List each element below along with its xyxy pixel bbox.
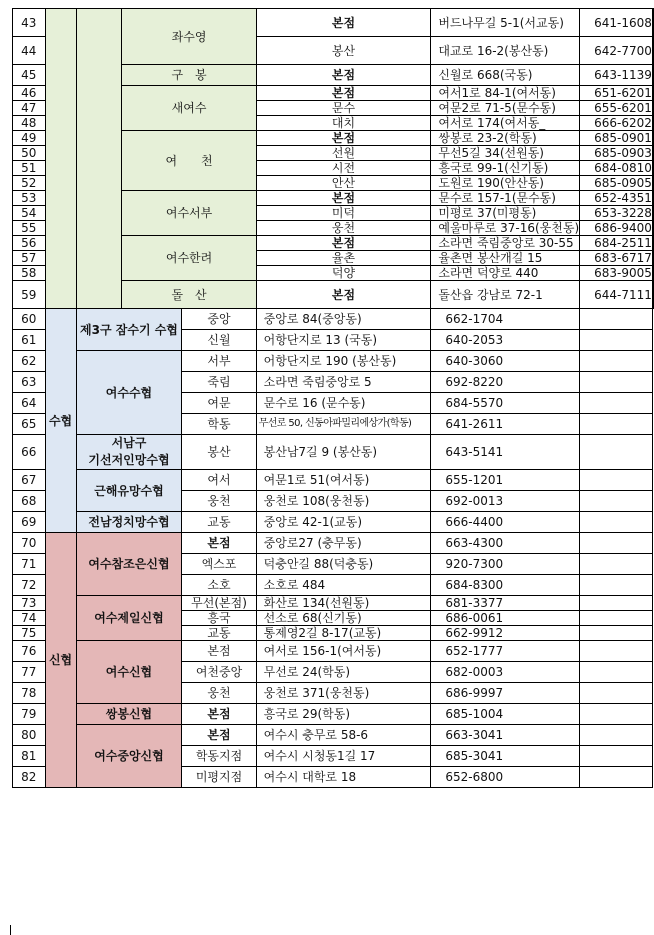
table-row: [13, 512, 654, 533]
row-number: 62: [13, 351, 46, 372]
empty-cell: [580, 554, 653, 575]
branch-name: 본점: [182, 725, 256, 746]
phone-number: 685-3041: [431, 746, 580, 767]
empty-cell: [580, 470, 653, 491]
address: 통제영2길 8-17(교동): [256, 626, 431, 641]
branch-name: 웅천: [182, 683, 256, 704]
row-number: 48: [13, 116, 46, 131]
phone-number: 641-2611: [431, 414, 580, 435]
empty-cell: [580, 533, 653, 554]
org-name: 전남정치망수협: [76, 512, 182, 533]
org-name: 여수한려: [122, 236, 256, 281]
address: 돌산읍 강남로 72-1: [431, 281, 580, 309]
phone-number: 686-0061: [431, 611, 580, 626]
org-name: 구 봉: [122, 65, 256, 86]
branch-name: 여천중앙: [182, 662, 256, 683]
phone-number: 655-1201: [431, 470, 580, 491]
address: 선소로 68(신기동): [256, 611, 431, 626]
row-number: 82: [13, 767, 46, 788]
branch-table: [12, 8, 654, 788]
phone-number: 685-0901: [580, 131, 653, 146]
phone-number: 640-3060: [431, 351, 580, 372]
phone-number: 684-8300: [431, 575, 580, 596]
address: 소라면 덕양로 440: [431, 266, 580, 281]
row-number: 45: [13, 65, 46, 86]
table-row: [13, 533, 654, 554]
row-number: 68: [13, 491, 46, 512]
address: 흥국로 99-1(신기동): [431, 161, 580, 176]
phone-number: 663-3041: [431, 725, 580, 746]
address: 무선로 24(학동): [256, 662, 431, 683]
address: 덕충안길 88(덕충동): [256, 554, 431, 575]
phone-number: 655-6201: [580, 101, 653, 116]
phone-number: 652-6800: [431, 767, 580, 788]
address: 여수시 충무로 58-6: [256, 725, 431, 746]
empty-cell: [580, 611, 653, 626]
empty-cell: [580, 393, 653, 414]
empty-cell: [580, 330, 653, 351]
empty-cell: [653, 161, 654, 176]
address: 소라면 죽림중앙로 30-55: [431, 236, 580, 251]
branch-name: 미덕: [256, 206, 431, 221]
row-number: 75: [13, 626, 46, 641]
row-number: 81: [13, 746, 46, 767]
org-name-line: 서남구: [111, 436, 147, 450]
address: 중앙로27 (충무동): [256, 533, 431, 554]
table-row: [13, 309, 654, 330]
branch-name: 엑스포: [182, 554, 256, 575]
branch-name: 본점: [182, 641, 256, 662]
empty-cell: [580, 414, 653, 435]
address: 문수로 16 (문수동): [256, 393, 431, 414]
branch-name: 본점: [256, 281, 431, 309]
phone-number: 640-2053: [431, 330, 580, 351]
row-number: 78: [13, 683, 46, 704]
org-name: 새여수: [122, 86, 256, 131]
org-name: [76, 435, 182, 470]
empty-cell: [653, 116, 654, 131]
branch-name: 신월: [182, 330, 256, 351]
address: 미평로 37(미평동): [431, 206, 580, 221]
empty-cell: [580, 435, 653, 470]
address: 여수시 대학로 18: [256, 767, 431, 788]
empty-cell: [653, 65, 654, 86]
address: 어항단지로 13 (국동): [256, 330, 431, 351]
empty-cell: [653, 221, 654, 236]
address: 예울마루로 37-16(웅천동): [431, 221, 580, 236]
row-number: 57: [13, 251, 46, 266]
phone-number: 666-4400: [431, 512, 580, 533]
address: 여문2로 71-5(문수동): [431, 101, 580, 116]
address: 여서1로 84-1(여서동): [431, 86, 580, 101]
category-sinhyup: 신협: [45, 533, 76, 788]
branch-name: 흥국: [182, 611, 256, 626]
address: 중앙로 84(중앙동): [256, 309, 431, 330]
org-name: 좌수영: [122, 9, 256, 65]
address: 소호로 484: [256, 575, 431, 596]
empty-cell: [580, 372, 653, 393]
branch-name: 웅천: [256, 221, 431, 236]
row-number: 79: [13, 704, 46, 725]
address: 대교로 16-2(봉산동): [431, 37, 580, 65]
branch-name: 봉산: [256, 37, 431, 65]
address: 웅천로 108(웅천동): [256, 491, 431, 512]
org-name: 여 천: [122, 131, 256, 191]
empty-cell: [653, 37, 654, 65]
branch-name: 교동: [182, 512, 256, 533]
table-row: [13, 641, 654, 662]
address: 여서로 174(여서동_: [431, 116, 580, 131]
row-number: 50: [13, 146, 46, 161]
empty-cell: [653, 206, 654, 221]
address: 여서로 156-1(여서동): [256, 641, 431, 662]
row-number: 65: [13, 414, 46, 435]
empty-cell: [653, 101, 654, 116]
address: 문수로 157-1(문수동): [431, 191, 580, 206]
branch-name: 여서: [182, 470, 256, 491]
empty-cell: [580, 725, 653, 746]
address: 도원로 190(안산동): [431, 176, 580, 191]
phone-number: 686-9400: [580, 221, 653, 236]
phone-number: 683-9005: [580, 266, 653, 281]
phone-number: 653-3228: [580, 206, 653, 221]
org-name: 여수중앙신협: [76, 725, 182, 788]
empty-cell: [580, 704, 653, 725]
address: 화산로 134(선원동): [256, 596, 431, 611]
phone-number: 692-0013: [431, 491, 580, 512]
phone-number: 686-9997: [431, 683, 580, 704]
org-name: 쌍봉신협: [76, 704, 182, 725]
phone-number: 685-1004: [431, 704, 580, 725]
branch-name: 소호: [182, 575, 256, 596]
row-number: 54: [13, 206, 46, 221]
org-name: 여수참조은신협: [76, 533, 182, 596]
branch-name: 죽림: [182, 372, 256, 393]
phone-number: 666-6202: [580, 116, 653, 131]
phone-number: 685-0905: [580, 176, 653, 191]
branch-name: 학동지점: [182, 746, 256, 767]
phone-number: 685-0903: [580, 146, 653, 161]
branch-name: 봉산: [182, 435, 256, 470]
empty-cell: [580, 767, 653, 788]
branch-name: 무선(본점): [182, 596, 256, 611]
org-name-line: 기선저인망수협: [88, 453, 170, 467]
branch-name: 학동: [182, 414, 256, 435]
table-row: [13, 725, 654, 746]
address: 웅천로 371(웅천동): [256, 683, 431, 704]
row-number: 70: [13, 533, 46, 554]
address: 어항단지로 190 (봉산동): [256, 351, 431, 372]
branch-name: 본점: [256, 65, 431, 86]
phone-number: 642-7700: [580, 37, 653, 65]
phone-number: 644-7111: [580, 281, 653, 309]
empty-cell: [653, 251, 654, 266]
row-number: 61: [13, 330, 46, 351]
branch-name: 덕양: [256, 266, 431, 281]
phone-number: 684-5570: [431, 393, 580, 414]
branch-name: 대치: [256, 116, 431, 131]
row-number: 67: [13, 470, 46, 491]
category-nonghyup-sub-blank: [76, 9, 122, 309]
empty-cell: [653, 9, 654, 37]
phone-number: 682-0003: [431, 662, 580, 683]
address: 중앙로 42-1(교동): [256, 512, 431, 533]
address: 버드나무길 5-1(서교동): [431, 9, 580, 37]
address: 소라면 죽림중앙로 5: [256, 372, 431, 393]
phone-number: 652-4351: [580, 191, 653, 206]
org-name: 여수서부: [122, 191, 256, 236]
row-number: 59: [13, 281, 46, 309]
empty-cell: [580, 662, 653, 683]
row-number: 43: [13, 9, 46, 37]
branch-name: 미평지점: [182, 767, 256, 788]
row-number: 51: [13, 161, 46, 176]
table-body: [13, 9, 654, 788]
phone-number: 651-6201: [580, 86, 653, 101]
row-number: 55: [13, 221, 46, 236]
empty-cell: [580, 351, 653, 372]
empty-cell: [580, 596, 653, 611]
row-number: 69: [13, 512, 46, 533]
row-number: 52: [13, 176, 46, 191]
empty-cell: [580, 746, 653, 767]
category-suhyup: 수협: [45, 309, 76, 533]
empty-cell: [580, 683, 653, 704]
table-row: [13, 351, 654, 372]
row-number: 64: [13, 393, 46, 414]
empty-cell: [653, 146, 654, 161]
empty-cell: [653, 131, 654, 146]
row-number: 63: [13, 372, 46, 393]
address: 봉산남7길 9 (봉산동): [256, 435, 431, 470]
branch-name: 본점: [256, 236, 431, 251]
row-number: 66: [13, 435, 46, 470]
row-number: 77: [13, 662, 46, 683]
row-number: 53: [13, 191, 46, 206]
branch-name: 중앙: [182, 309, 256, 330]
org-name: 제3구 잠수기 수협: [76, 309, 182, 351]
branch-name: 본점: [256, 9, 431, 37]
address: 율촌면 봉산개길 15: [431, 251, 580, 266]
org-name: 여수제일신협: [76, 596, 182, 641]
phone-number: 641-1608: [580, 9, 653, 37]
empty-cell: [653, 236, 654, 251]
row-number: 46: [13, 86, 46, 101]
phone-number: 643-1139: [580, 65, 653, 86]
empty-cell: [653, 191, 654, 206]
phone-number: 692-8220: [431, 372, 580, 393]
address: 쌍봉로 23-2(학동): [431, 131, 580, 146]
org-name: 여수수협: [76, 351, 182, 435]
row-number: 73: [13, 596, 46, 611]
branch-name: 웅천: [182, 491, 256, 512]
row-number: 56: [13, 236, 46, 251]
empty-cell: [653, 86, 654, 101]
address: 여수시 시청동1길 17: [256, 746, 431, 767]
phone-number: 920-7300: [431, 554, 580, 575]
phone-number: 662-1704: [431, 309, 580, 330]
empty-cell: [580, 512, 653, 533]
row-number: 47: [13, 101, 46, 116]
branch-name: 율촌: [256, 251, 431, 266]
org-name: 여수신협: [76, 641, 182, 704]
branch-name: 교동: [182, 626, 256, 641]
phone-number: 652-1777: [431, 641, 580, 662]
phone-number: 684-2511: [580, 236, 653, 251]
row-number: 74: [13, 611, 46, 626]
phone-number: 643-5141: [431, 435, 580, 470]
org-name: 돌 산: [122, 281, 256, 309]
empty-cell: [580, 641, 653, 662]
phone-number: 662-9912: [431, 626, 580, 641]
empty-cell: [580, 575, 653, 596]
branch-name: 본점: [182, 533, 256, 554]
row-number: 49: [13, 131, 46, 146]
branch-name: 본점: [256, 191, 431, 206]
branch-name: 문수: [256, 101, 431, 116]
category-nonghyup-blank: [45, 9, 76, 309]
table-row: [13, 704, 654, 725]
phone-number: 681-3377: [431, 596, 580, 611]
address: 무선로 50, 신동아파밀리에상가(학동): [256, 414, 431, 435]
branch-name: 시전: [256, 161, 431, 176]
address: 여문1로 51(여서동): [256, 470, 431, 491]
empty-cell: [580, 491, 653, 512]
branch-name: 안산: [256, 176, 431, 191]
table-row: [13, 435, 654, 470]
phone-number: 684-0810: [580, 161, 653, 176]
branch-name: 본점: [182, 704, 256, 725]
empty-cell: [653, 266, 654, 281]
row-number: 58: [13, 266, 46, 281]
row-number: 44: [13, 37, 46, 65]
branch-name: 본점: [256, 131, 431, 146]
address: 흥국로 29(학동): [256, 704, 431, 725]
row-number: 60: [13, 309, 46, 330]
address: 신월로 668(국동): [431, 65, 580, 86]
row-number: 71: [13, 554, 46, 575]
table-row: [13, 9, 654, 37]
branch-name: 선원: [256, 146, 431, 161]
text-cursor: [10, 925, 11, 935]
table-row: [13, 470, 654, 491]
org-name: 근해유망수협: [76, 470, 182, 512]
branch-name: 서부: [182, 351, 256, 372]
empty-cell: [653, 176, 654, 191]
address: 무선5길 34(선원동): [431, 146, 580, 161]
table-row: [13, 596, 654, 611]
empty-cell: [580, 309, 653, 330]
branch-directory: [12, 8, 654, 788]
empty-cell: [653, 281, 654, 309]
branch-name: 본점: [256, 86, 431, 101]
empty-cell: [580, 626, 653, 641]
row-number: 72: [13, 575, 46, 596]
phone-number: 663-4300: [431, 533, 580, 554]
branch-name: 여문: [182, 393, 256, 414]
row-number: 76: [13, 641, 46, 662]
phone-number: 683-6717: [580, 251, 653, 266]
row-number: 80: [13, 725, 46, 746]
